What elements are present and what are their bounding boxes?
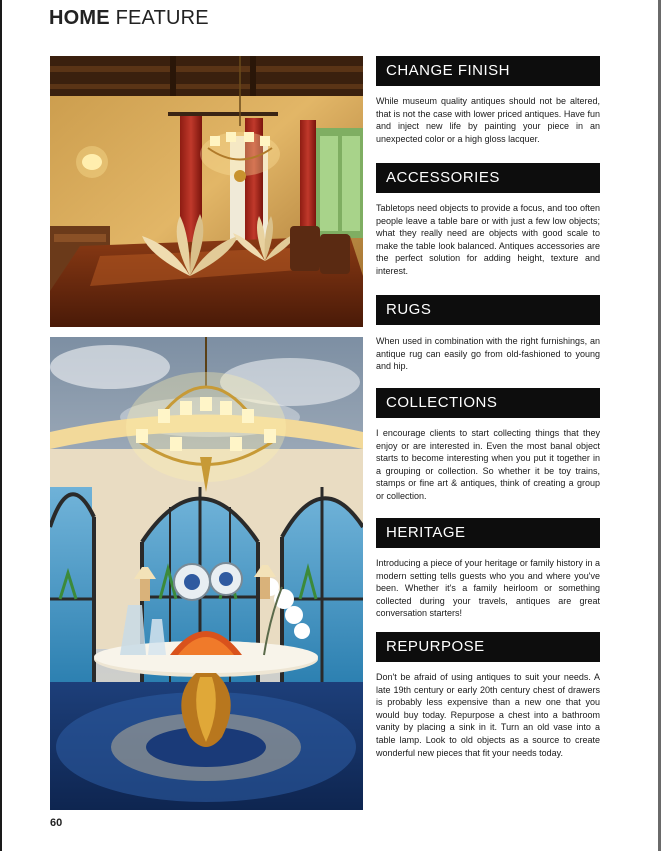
section-title-change-finish: CHANGE FINISH: [376, 56, 600, 86]
section-title-heritage: HERITAGE: [376, 518, 600, 548]
section-body-accessories: Tabletops need objects to provide a focus, and too often people leave a table bare or with just a few low objects; what they really need are objects with good scale to make the table look balanced. Antiques accessories are the perfect solution for adding height, texture and interest.: [376, 203, 600, 276]
header-bold: HOME: [49, 7, 110, 29]
section-body-collections: I encourage clients to start collecting things that they enjoy or are interested in. Even the most banal object starts to become interesting when you put it together in a grouping or collection. So whether it be toy trains, stamps or fine art & antiques, think of creating a group or collection.: [376, 428, 600, 501]
header-light: FEATURE: [115, 7, 209, 29]
section-title-collections: COLLECTIONS: [376, 388, 600, 418]
section-title-accessories: ACCESSORIES: [376, 163, 600, 193]
section-body-repurpose: Don't be afraid of using antiques to suit your needs. A late 19th century or early 20th century chest of drawers is probably less expensive than a new one that you would buy today. Repurpose a chest into a bathroom vanity by placing a sink in it. Turn an old vase into a table lamp. Look to old objects as a source to create wonderful new pieces that fit your needs today.: [376, 672, 600, 758]
section-body-rugs: When used in combination with the right furnishings, an antique rug can easily go from old-fashioned to young and hip.: [376, 336, 600, 372]
foyer-chandelier-photo: [50, 337, 363, 810]
section-title-repurpose: REPURPOSE: [376, 632, 600, 662]
section-body-heritage: Introducing a piece of your heritage or family history in a modern setting tells guests who you and where you've been. Whether it's a family heirloom or something collected during your travels, antiques are great conversation starters!: [376, 558, 600, 619]
section-title-rugs: RUGS: [376, 295, 600, 325]
dining-room-photo: [50, 56, 363, 327]
page-header: [49, 7, 209, 30]
section-body-change-finish: While museum quality antiques should not be altered, that is not the case with lower priced antiques. Have fun and inject new life by painting your piece in an unexpected color or a high gloss lacquer.: [376, 96, 600, 144]
page-number: 60: [50, 817, 63, 829]
page-left-edge: [0, 0, 2, 851]
